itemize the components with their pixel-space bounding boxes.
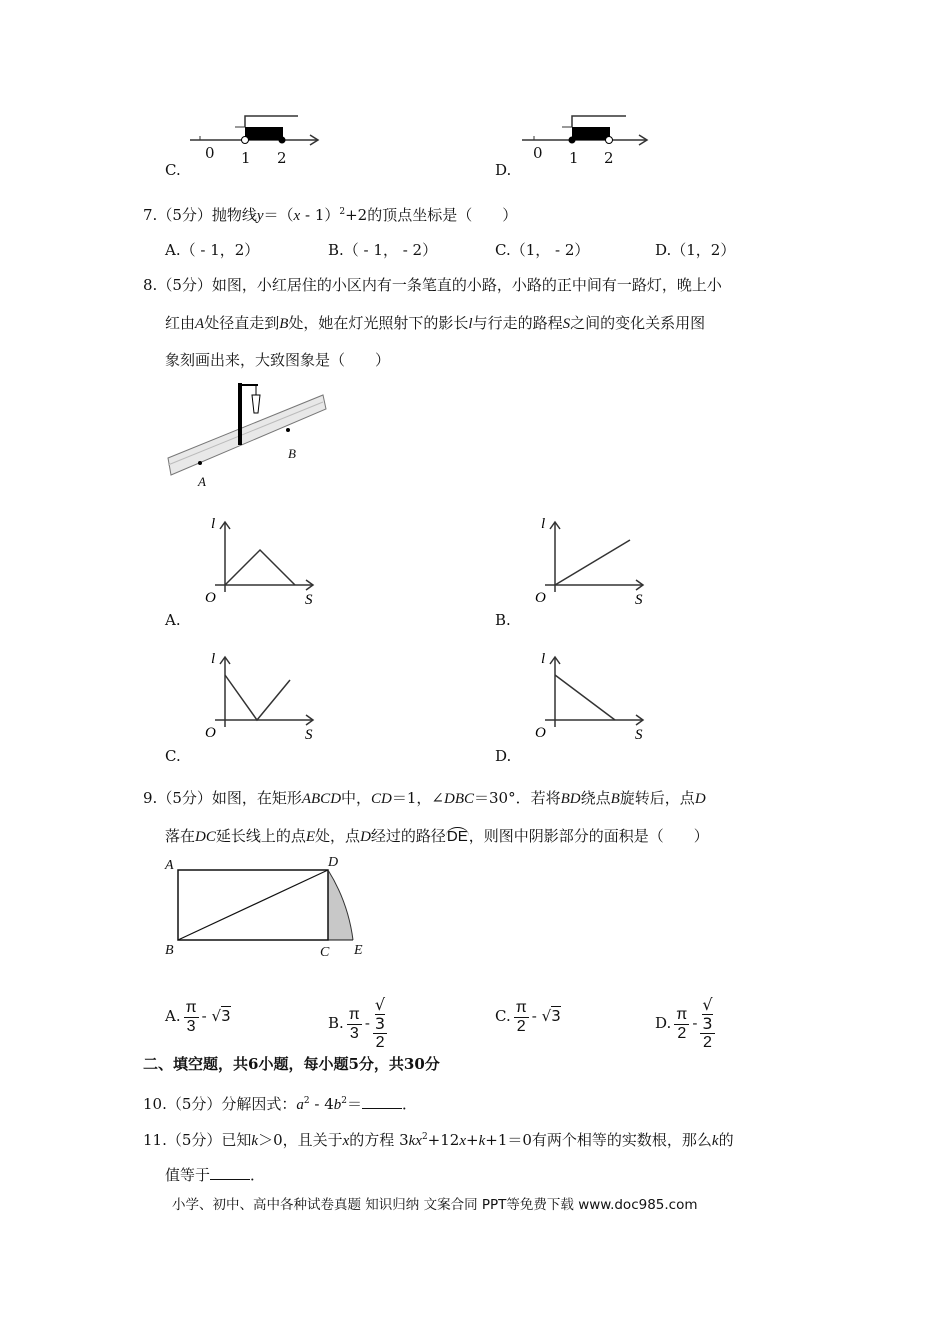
minus: - xyxy=(364,1014,370,1032)
tick-2: 2 xyxy=(604,149,614,167)
fraction xyxy=(514,999,529,1036)
var: k xyxy=(711,1133,719,1149)
numerator: π xyxy=(348,1005,360,1023)
q-text: 处，点 xyxy=(315,827,361,845)
q-text: ＝1，∠ xyxy=(391,789,445,807)
label-c xyxy=(320,942,329,963)
q7-option-d: D.（1，2） xyxy=(655,241,736,259)
q-text: （5分）已知 xyxy=(166,1131,252,1149)
radicand: 3 xyxy=(551,1007,561,1025)
tick-1: 1 xyxy=(241,149,251,167)
var: k xyxy=(478,1133,486,1149)
q-text: - 1） xyxy=(300,206,340,224)
fraction xyxy=(700,996,714,1052)
var: DC xyxy=(195,829,216,845)
var: x xyxy=(459,1133,466,1149)
q-number: 9. xyxy=(143,789,158,807)
var: S xyxy=(562,316,571,332)
option-label: D. xyxy=(655,1014,672,1032)
exponent: 2 xyxy=(421,1132,428,1142)
var: ABCD xyxy=(301,791,342,807)
section-2-heading: 二、填空题，共6小题，每小题5分，共30分 xyxy=(143,1055,440,1073)
exponent: 2 xyxy=(303,1096,310,1106)
denominator: 2 xyxy=(516,1017,526,1035)
axis-label-y: l xyxy=(541,516,546,532)
q-text: +12 xyxy=(427,1131,460,1149)
var: B xyxy=(165,943,174,958)
axis-label-o: O xyxy=(535,725,546,741)
q9-option-a xyxy=(165,996,231,1036)
q-number: 10. xyxy=(143,1095,167,1113)
var: CD xyxy=(371,791,392,807)
question-7 xyxy=(143,202,517,226)
var: C xyxy=(320,945,330,960)
q7-option-b: B.（ - 1， - 2） xyxy=(328,241,438,259)
label-a xyxy=(198,472,206,493)
graph-a xyxy=(195,516,325,608)
axis-label-y: l xyxy=(541,651,546,667)
q-text: （5分）分解因式： xyxy=(166,1095,297,1113)
numerator: π xyxy=(515,998,527,1016)
option-label: C. xyxy=(495,1007,511,1025)
var: DBC xyxy=(444,791,475,807)
q-text: 与行走的路程 xyxy=(472,314,563,332)
q-text: 之间的变化关系用图 xyxy=(570,314,706,332)
graph-line xyxy=(225,675,290,720)
var: A xyxy=(198,474,206,489)
exponent: 2 xyxy=(341,1096,348,1106)
sqrt: √3 xyxy=(211,1007,231,1025)
label-a xyxy=(165,855,174,876)
answer-blank[interactable] xyxy=(362,1094,402,1109)
q-text: 处，她在灯光照射下的影长 xyxy=(288,314,469,332)
var: B xyxy=(288,446,296,461)
question-8-line2 xyxy=(165,313,705,334)
axis-label-y: l xyxy=(211,651,216,667)
number-line-d xyxy=(522,112,662,167)
q-text: 红由 xyxy=(165,314,196,332)
var: BD xyxy=(560,791,581,807)
road-lamp-figure xyxy=(168,383,328,488)
q7-option-c: C.（1， - 2） xyxy=(495,241,590,259)
var: x xyxy=(293,208,301,224)
numerator: π xyxy=(676,1005,688,1023)
question-8-line1 xyxy=(143,275,722,295)
fraction xyxy=(674,1006,689,1043)
tick-0: 0 xyxy=(205,144,215,162)
graph-line xyxy=(225,550,295,585)
q8-option-d: D. xyxy=(495,747,512,765)
q-number: 7. xyxy=(143,206,158,224)
axis-label-x: S xyxy=(635,727,643,743)
var: A xyxy=(195,316,205,332)
denominator: 2 xyxy=(677,1024,687,1042)
q-text: +1＝0有两个相等的实数根，那么 xyxy=(485,1131,712,1149)
q-text: ＝30°．若将 xyxy=(474,789,561,807)
var: B xyxy=(279,316,289,332)
var: x xyxy=(342,1133,350,1149)
q-text: 中， xyxy=(341,789,372,807)
minus: - xyxy=(201,1007,207,1025)
axis-label-y: l xyxy=(211,516,216,532)
q-text: 经过的路径 xyxy=(370,827,446,845)
var: E xyxy=(354,943,363,958)
rectangle-figure xyxy=(170,860,370,960)
numerator: π xyxy=(185,998,197,1016)
label-b xyxy=(165,940,174,961)
graph-line xyxy=(555,675,615,720)
var: D xyxy=(360,829,371,845)
fraction xyxy=(373,996,387,1052)
var: y xyxy=(256,208,264,224)
question-10 xyxy=(143,1091,417,1115)
var: a xyxy=(296,1097,304,1113)
tick-2: 2 xyxy=(277,149,287,167)
sqrt: √ 3 xyxy=(702,995,713,1033)
graph-d xyxy=(525,651,655,743)
question-9-line2 xyxy=(165,826,709,847)
var: b xyxy=(333,1097,342,1113)
denominator: 3 xyxy=(186,1017,196,1035)
var: D xyxy=(328,855,339,870)
minus: - xyxy=(692,1014,698,1032)
q-number: 8. xyxy=(143,276,158,294)
q7-option-a: A.（ - 1，2） xyxy=(165,241,260,259)
var: A xyxy=(165,858,174,873)
option-label: B. xyxy=(328,1014,344,1032)
q-text: 绕点 xyxy=(580,789,611,807)
var: k xyxy=(251,1133,259,1149)
q-number: 11. xyxy=(143,1131,167,1149)
sqrt: √3 xyxy=(541,1007,561,1025)
graph-line xyxy=(555,540,630,585)
q-text: （5分）抛物线 xyxy=(157,206,257,224)
var: E xyxy=(305,829,316,845)
denominator: 2 xyxy=(703,1034,712,1051)
var: D xyxy=(694,791,706,807)
option-c-label: C. xyxy=(165,161,181,179)
question-9-line1 xyxy=(143,788,706,809)
footer-ad: 小学、初中、高中各种试卷真题 知识归纳 文案合同 PPT等免费下载 www.doc985.com xyxy=(172,1197,698,1213)
graph-c xyxy=(195,651,325,743)
q-text: （5分）如图，小红居住的小区内有一条笔直的小路，小路的正中间有一路灯，晚上小 xyxy=(157,276,722,294)
q-text: - 4 xyxy=(309,1095,334,1113)
q-text: ． xyxy=(402,1095,418,1113)
answer-blank[interactable] xyxy=(210,1165,250,1180)
minus: - xyxy=(531,1007,537,1025)
axis-label-o: O xyxy=(535,590,546,606)
axis-label-x: S xyxy=(635,592,643,608)
denominator: 3 xyxy=(349,1024,359,1042)
radicand: 3 xyxy=(221,1007,231,1025)
q-text: +2的顶点坐标是（ ） xyxy=(345,206,518,224)
axis-label-x: S xyxy=(305,592,313,608)
axis-label-o: O xyxy=(205,725,216,741)
q-text: 延长线上的点 xyxy=(215,827,306,845)
q8-option-a: A. xyxy=(165,611,181,629)
q-text: 值等于 xyxy=(165,1166,211,1184)
sqrt: √ 3 xyxy=(374,995,386,1033)
fraction xyxy=(347,1006,362,1043)
q-text: 处径直走到 xyxy=(204,314,280,332)
q-text: （5分）如图，在矩形 xyxy=(157,789,302,807)
fraction xyxy=(184,999,199,1036)
var: kx xyxy=(408,1133,422,1149)
label-e xyxy=(354,940,363,961)
q8-option-b: B. xyxy=(495,611,511,629)
question-11-line2 xyxy=(165,1165,265,1185)
q-text: ． xyxy=(250,1166,266,1184)
q8-option-c: C. xyxy=(165,747,181,765)
q-text: ＞0，且关于 xyxy=(258,1131,343,1149)
q-text: ＝（ xyxy=(263,206,294,224)
q9-option-d xyxy=(655,996,718,1052)
exponent: 2 xyxy=(339,207,346,217)
q-text: ＝ xyxy=(347,1095,363,1113)
radicand: 3 xyxy=(702,1014,713,1033)
tick-1: 1 xyxy=(569,149,579,167)
axis-label-o: O xyxy=(205,590,216,606)
question-11-line1 xyxy=(143,1127,734,1151)
denominator: 2 xyxy=(375,1034,385,1051)
var: l xyxy=(468,316,473,332)
q-text: ，则图中阴影部分的面积是（ ） xyxy=(468,827,709,845)
label-d xyxy=(328,852,338,873)
q-text: 的方程 3 xyxy=(349,1131,409,1149)
radicand: 3 xyxy=(374,1014,386,1033)
q-text: 的 xyxy=(718,1131,734,1149)
label-b xyxy=(288,444,296,465)
q9-option-b xyxy=(328,996,390,1052)
arc-de: DE xyxy=(446,828,468,845)
option-label: A. xyxy=(165,1007,181,1025)
q-text: 落在 xyxy=(165,827,196,845)
q9-option-c xyxy=(495,996,561,1036)
question-8-line3: 象刻画出来，大致图象是（ ） xyxy=(165,351,391,369)
tick-0: 0 xyxy=(533,144,543,162)
q-text: 旋转后，点 xyxy=(619,789,695,807)
option-d-label: D. xyxy=(495,161,512,179)
graph-b xyxy=(525,516,655,608)
q-text: + xyxy=(466,1131,479,1149)
axis-label-x: S xyxy=(305,727,313,743)
var: B xyxy=(610,791,620,807)
